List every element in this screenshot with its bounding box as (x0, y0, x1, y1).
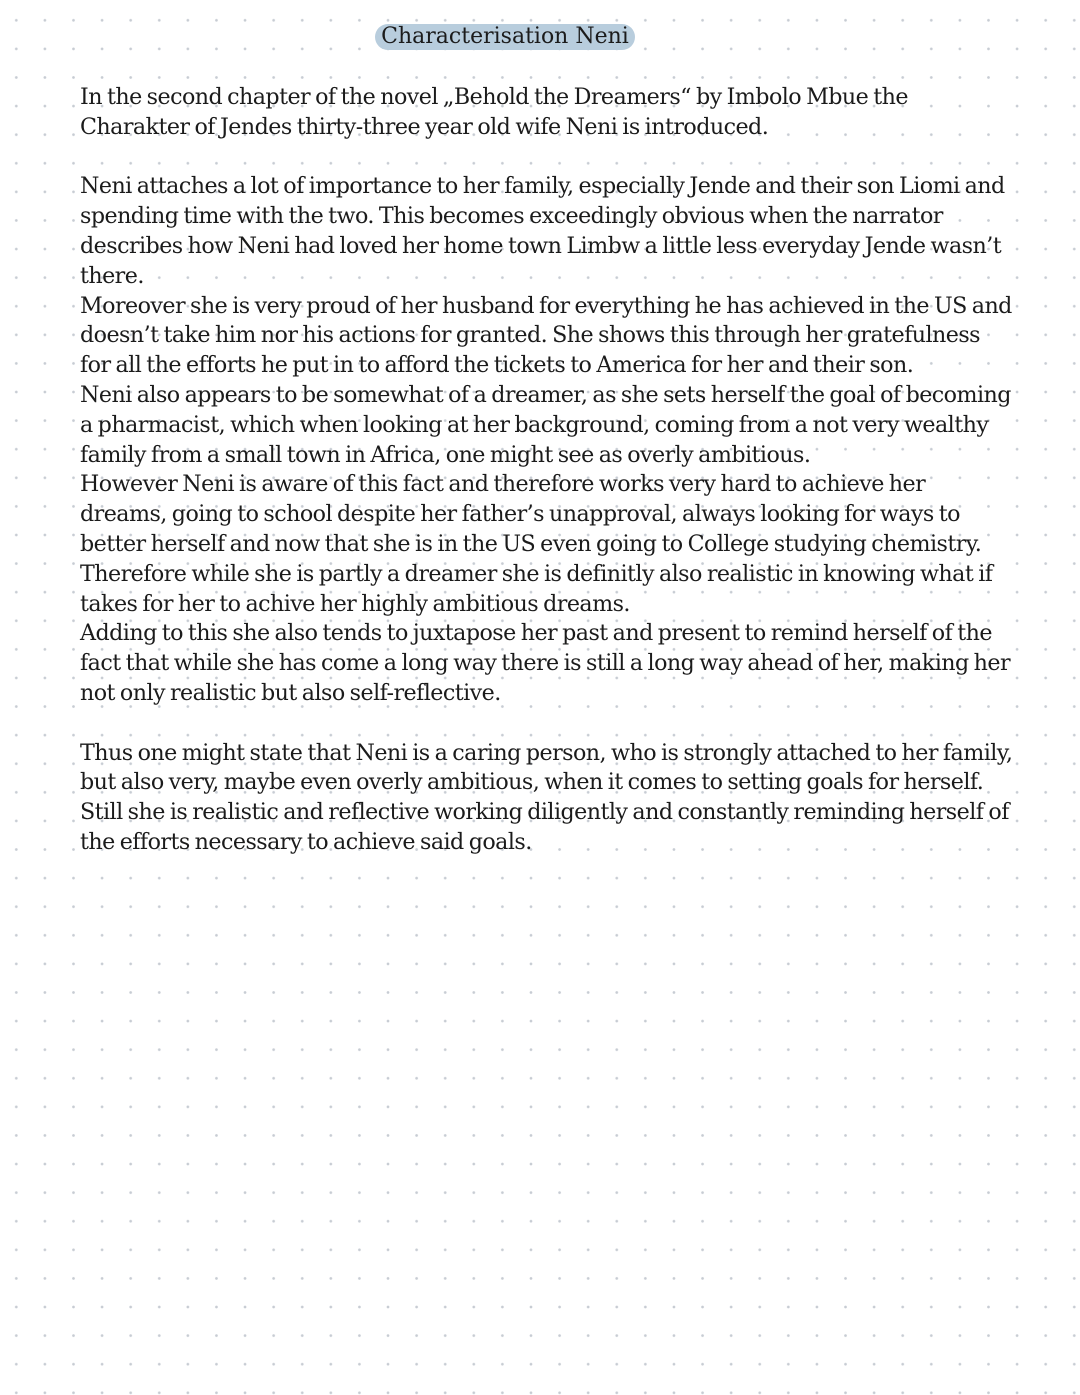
paragraph-conclusion: Thus one might state that Neni is a caring person, who is strongly attached to her family, but also very, maybe even overly ambitious, when it comes to setting goals for herself. Still she is realistic and reflective working diligently and constantly reminding herself of the efforts necessary to achieve said goals. (80, 739, 1013, 855)
paragraph-pride: Moreover she is very proud of her husband for everything he has achieved in the US and doesn’t take him nor his actions for granted. She shows this through her gratefulness for all the efforts he put in to afford the tickets to America for her and their son. (80, 292, 1012, 379)
paragraph-intro: In the second chapter of the novel „Behold the Dreamers“ by Imbolo Mbue the Charakter of Jendes thirty-three year old wife Neni is introduced. (80, 84, 908, 140)
paragraph-realistic: Therefore while she is partly a dreamer she is definitly also realistic in knowing what if takes for her to achive her highly ambitious dreams. (80, 560, 993, 617)
paragraph-gap (80, 709, 1015, 739)
paragraph-dreamer: Neni also appears to be somewhat of a dreamer, as she sets herself the goal of becoming a pharmacist, which when looking at her background, coming from a not very wealthy family from a small town in Africa, one might see as overly ambitious. (80, 381, 1011, 468)
paragraph-family: Neni attaches a lot of importance to her family, especially Jende and their son Liomi and spending time with the two. This becomes exceedingly obvious when the narrator describes how Neni had loved her home town Limbw a little less everyday Jende wasn’t there. (80, 173, 1005, 289)
essay-body (80, 83, 1015, 858)
title-container (0, 24, 1010, 50)
page-title: Characterisation Neni (375, 24, 635, 50)
paragraph-self-reflective: Adding to this she also tends to juxtapose her past and present to remind herself of the fact that while she has come a long way there is still a long way ahead of her, making her not only realistic but also self-reflective. (80, 620, 1011, 706)
paragraph-hard-work: However Neni is aware of this fact and therefore works very hard to achieve her dreams, going to school despite her father’s unapproval, always looking for ways to better herself and now that she is in the US even going to College studying chemistry. (80, 471, 982, 557)
paragraph-gap (80, 143, 1015, 173)
